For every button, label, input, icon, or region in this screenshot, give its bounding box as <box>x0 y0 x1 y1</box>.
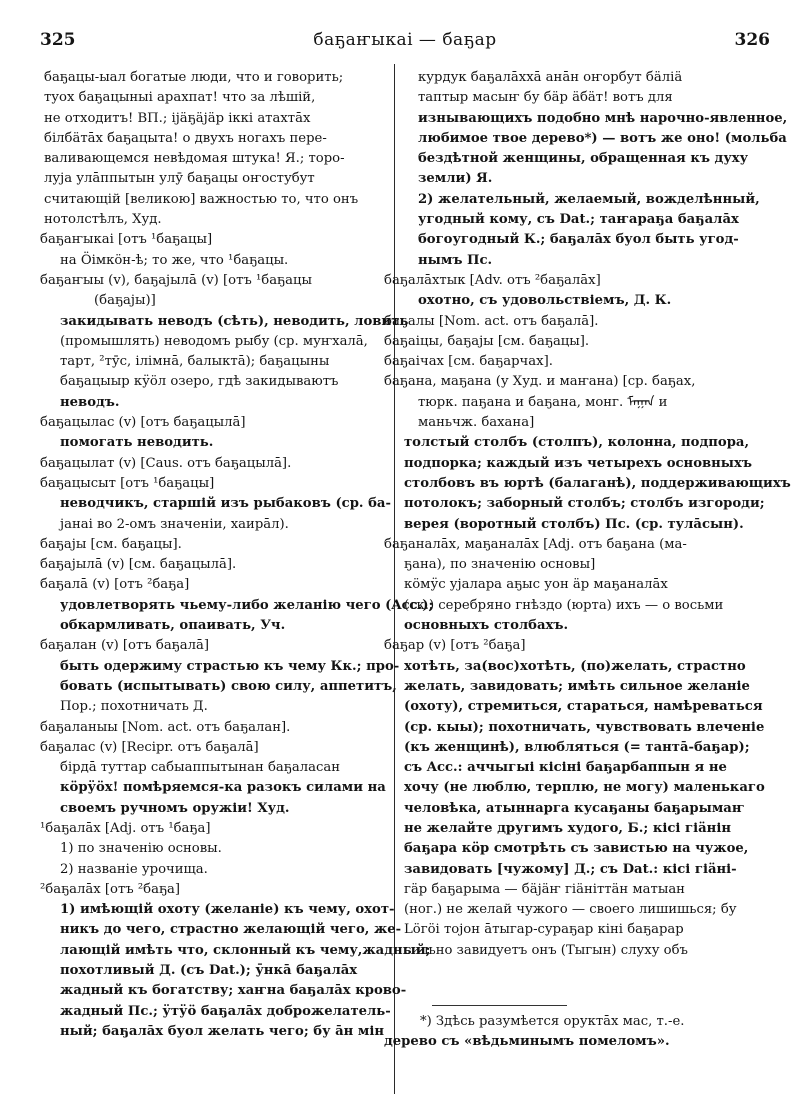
entry-line: бездѣтной женщины, обращенная къ духу <box>418 151 749 167</box>
definition-line: бовать (испытывать) свою силу, аппетитъ, <box>60 678 397 694</box>
footnote-rule <box>432 1005 567 1006</box>
entry-line: (баҕајы)] <box>94 293 156 309</box>
headword-line: баҕалā (v) [отъ ²баҕа] <box>40 577 190 593</box>
entry-line: туох баҕацыныі арахпат! что за лѣшій, <box>44 90 316 106</box>
definition-line: своемъ ручномъ оружіи! Худ. <box>60 800 290 816</box>
headword-line: баҕалы [Nom. act. отъ баҕалā]. <box>384 313 599 329</box>
entry-line: не отходитъ! ВП.; іјäҕäјäр іккі атахтāх <box>44 110 311 126</box>
definition-line: 1) по значенію основы. <box>60 841 222 857</box>
running-title: баҕаҥыкаі — баҕар <box>313 30 497 50</box>
definition-line: Löгöі тојон āтыгар-сураҕар кіні баҕарар <box>404 922 684 938</box>
entry-line: считающій [великою] важностью то, что онъ <box>44 191 359 207</box>
definition-line: потолокъ; заборный столбъ; столбъ изгороди; <box>404 496 765 512</box>
definition-line: верея (воротный столбъ) Пс. (ср. тулāсын). <box>404 516 744 532</box>
definition-line: баҕара кöр смотрѣть съ завистью на чужое, <box>404 841 749 857</box>
definition-line: Пор.; похотничать Д. <box>60 699 208 715</box>
page-header <box>40 30 770 56</box>
definition-line: никъ до чего, страстно желающій чего, же- <box>60 922 402 938</box>
definition-line: кöмӱс ујалара аҕыс уон äр маҕаналāх <box>404 577 668 593</box>
definition-line: помогать неводить. <box>60 435 214 451</box>
headword-line: баҕацысыт [отъ ¹баҕацы] <box>40 475 215 491</box>
definition-line: толстый столбъ (столпъ), колонна, подпора, <box>404 435 750 451</box>
definition-line: неводъ. <box>60 394 120 410</box>
entry-line: изнывающихъ подобно мнѣ нарочно-явленное, <box>418 110 788 126</box>
headword-line: баҕацылас (v) [отъ баҕацылā] <box>40 415 246 431</box>
headword-line: баҕацылат (v) [Caus. отъ баҕацылā]. <box>40 455 292 471</box>
definition-line: человѣка, атыннарга кусаҕаны баҕарымаҥ <box>404 800 745 816</box>
entry-line: білбäтāх баҕацыта! о двухъ ногахъ пере- <box>44 130 327 146</box>
definition-line: обкармливать, опаивать, Уч. <box>60 618 286 634</box>
definition-line: (ног.) не желай чужого — своего лишишься; бу <box>404 902 737 918</box>
headword-line: баҕалāхтык [Adv. отъ ²баҕалāх] <box>384 272 601 288</box>
entry-line: любимое твое дерево*) — вотъ же оно! (мольба <box>418 130 787 146</box>
definition-line: гäр баҕарыма — бäјäҥ гіäніттäн матыан <box>404 881 685 897</box>
definition-line: ный; баҕалāх буол желать чего; бу āн мін <box>60 1023 385 1039</box>
footnote-line: *) Здѣсь разумѣется оруктāх мас, т.-е. <box>420 1014 685 1029</box>
definition-line: хочу (не люблю, терплю, не могу) маленькаго <box>404 780 765 796</box>
entry-line: луја улāппытын улӯ баҕацы оҥостубут <box>44 171 315 187</box>
definition-line: желать, завидовать; имѣть сильное желаніе <box>404 678 750 694</box>
entry-line: нымъ Пс. <box>418 252 493 268</box>
page-number-right: 326 <box>734 30 770 50</box>
entry-line: богоугодный К.; баҕалāх буол быть угод- <box>418 232 739 248</box>
definition-line: лающій имѣть что, склонный къ чему,жадный; <box>60 942 431 958</box>
entry-line: 2) желательный, желаемый, вожделѣнный, <box>418 191 760 207</box>
headword-line: баҕар (v) [отъ ²баҕа] <box>384 638 526 654</box>
definition-line: основныхъ столбахъ. <box>404 618 569 634</box>
headword-line: баҕаналāх, маҕаналāх [Adj. отъ баҕана (ма- <box>384 536 687 552</box>
footnote <box>384 1012 772 1052</box>
definition-line: быть одержиму страстью къ чему Кк.; про- <box>60 658 400 674</box>
definition-line: сильно завидуетъ онъ (Тыгын) слуху объ <box>404 942 688 958</box>
headword-line: баҕаҥыы (v), баҕајылā (v) [отъ ¹баҕацы <box>40 272 312 288</box>
definition-line: ҕана), по значенію основы] <box>404 557 596 573</box>
definition-line: 2) названіе урочища. <box>60 861 208 877</box>
definition-line: удовлетворять чьему-либо желанію чего (Acc.); <box>60 597 434 613</box>
page-number-left: 325 <box>40 30 76 50</box>
definition-line: (ср. кыы); похотничать, чувствовать влеченіе <box>404 719 765 735</box>
definition-line: јанаі во 2-омъ значеніи, хаирāл). <box>60 516 289 532</box>
definition-line: бірдā туттар сабыаппытынан баҕаласан <box>60 760 340 776</box>
definition-line: (къ женщинѣ), влюбляться (= тантā-баҕар); <box>404 739 750 755</box>
entry-line: угодный кому, съ Dat.; таҥараҕа баҕалāх <box>418 212 739 228</box>
headword-line: ²баҕалāх [отъ ²баҕа] <box>40 881 181 897</box>
headword-line: баҕаланыы [Nom. act. отъ баҕалан]. <box>40 719 291 735</box>
entry-line: курдук баҕалāххā анāн оҥорбут бäліä <box>418 70 683 85</box>
definition-line: кöрӱöх! помѣряемся-ка разокъ силами на <box>60 780 386 796</box>
headword-line: баҕајы [см. баҕацы]. <box>40 536 182 552</box>
entry-line: таптыр масыҥ бу бäр äбäт! вотъ для <box>418 90 673 106</box>
definition-line: тюрк. паҕана и баҕана, монг. ᠮᠠᠭᠠᠨ и <box>418 394 668 410</box>
right-column <box>384 68 791 961</box>
definition-line: столбовъ въ юртѣ (балаганѣ), поддерживающихъ <box>404 475 791 491</box>
footnote-line: дерево съ «вѣдьминымъ помеломъ». <box>384 1034 670 1049</box>
definition-line: (ск.) серебряно гнѣздо (юрта) ихъ — о восьми <box>404 597 724 613</box>
definition-line: (охоту), стремиться, стараться, намѣреваться <box>404 699 763 715</box>
left-column <box>40 68 434 1042</box>
entry-line: нотолстѣлъ, Худ. <box>44 212 162 228</box>
definition-line: на Öімкöн-ѣ; то же, что ¹баҕацы. <box>60 252 289 268</box>
definition-line: баҕацыыр кӱöл озеро, гдѣ закидываютъ <box>60 374 339 390</box>
definition-line: не желайте другимъ худого, Б.; кісі гіäнін <box>404 820 731 836</box>
entry-line: баҕацы-ыал богатые люди, что и говорить; <box>44 70 344 85</box>
headword-line: баҕаҥыкаі [отъ ¹баҕацы] <box>40 232 213 248</box>
headword-line: баҕалас (v) [Recipr. отъ баҕалā] <box>40 739 259 755</box>
definition-line: съ Acc.: аччыгыі кісіні баҕарбаппын я не <box>404 760 727 776</box>
headword-line: ¹баҕалāх [Adj. отъ ¹баҕа] <box>40 820 211 836</box>
definition-line: похотливый Д. (съ Dat.); ӯнкā баҕалāх <box>60 963 358 979</box>
definition-line: закидывать неводъ (сѣть), неводить, ловить <box>60 313 409 329</box>
definition-line: завидовать [чужому] Д.; съ Dat.: кісі гіäні- <box>404 861 737 877</box>
definition-line: подпорка; каждый изъ четырехъ основныхъ <box>404 455 753 471</box>
entry-line: земли) Я. <box>418 171 493 187</box>
definition-line: охотно, съ удовольствіемъ, Д. К. <box>418 293 672 309</box>
headword-line: баҕајылā (v) [см. баҕацылā]. <box>40 557 237 573</box>
headword-line: баҕалан (v) [отъ баҕалā] <box>40 638 210 654</box>
definition-line: тарт, ²тӯс, ілімнā, балыктā); баҕацыны <box>60 354 330 370</box>
definition-line: жадный Пс.; ӱтӱö баҕалāх доброжелатель- <box>60 1003 391 1019</box>
definition-line: маньчж. бахана] <box>418 415 535 431</box>
headword-line: баҕаічах [см. баҕарчах]. <box>384 354 553 370</box>
headword-line: баҕана, маҕана (у Худ. и маҥана) [ср. баҕах, <box>384 374 696 390</box>
definition-line: (промышлять) неводомъ рыбу (ср. муҥхалā, <box>60 333 368 349</box>
entry-line: валивающемся невѣдомая штука! Я.; торо- <box>44 151 345 167</box>
definition-line: жадный къ богатству; хаҥна баҕалāх крово- <box>60 983 407 999</box>
definition-line: неводчикъ, старшій изъ рыбаковъ (ср. ба- <box>60 496 391 512</box>
headword-line: баҕаіцы, баҕајы [см. баҕацы]. <box>384 333 590 349</box>
definition-line: 1) имѣющій охоту (желаніе) къ чему, охот- <box>60 902 395 918</box>
definition-line: хотѣть, за(вос)хотѣть, (по)желать, страстно <box>404 658 746 674</box>
